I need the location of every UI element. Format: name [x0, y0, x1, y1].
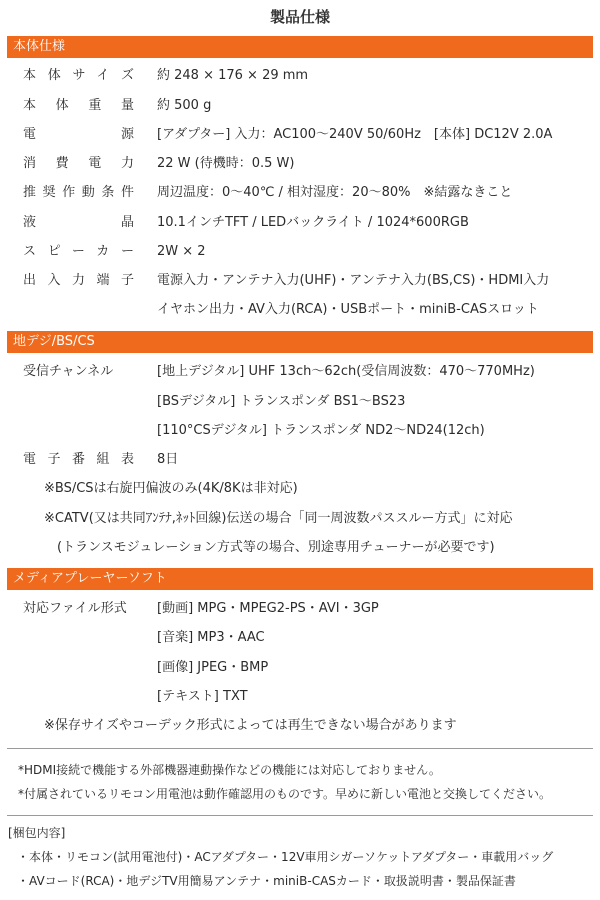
- spec-row-format-image: [0, 656, 600, 680]
- spec-value: [アダプター] 入力：AC100〜240V 50/60Hz [本体] DC12V 2.0A: [157, 127, 553, 142]
- spec-label: 出入力端子: [23, 273, 134, 288]
- spec-value: 周辺温度：0〜40℃ / 相対湿度：20〜80% ※結露なきこと: [157, 185, 513, 200]
- section-header-tv: 地デジ/BS/CS: [7, 331, 593, 353]
- spec-value: 22 W (待機時：0.5 W): [157, 156, 295, 171]
- spec-label: 推奨作動条件: [23, 185, 134, 200]
- spec-value: 約 248 × 176 × 29 mm: [157, 68, 309, 83]
- spec-label: 消費電力: [23, 156, 134, 171]
- spec-label: 対応ファイル形式: [23, 601, 127, 616]
- spec-row-consumption: [0, 152, 600, 176]
- spec-row-weight: [0, 94, 600, 118]
- spec-value: [動画] MPG・MPEG2-PS・AVI・3GP: [157, 601, 379, 616]
- divider: [7, 748, 593, 749]
- spec-value: 8日: [157, 452, 179, 467]
- spec-row-power: [0, 123, 600, 147]
- spec-value: [BSデジタル] トランスポンダ BS1〜BS23: [157, 394, 406, 409]
- spec-label: 本体サイズ: [23, 68, 134, 83]
- tv-note: (トランスモジュレーション方式等の場合、別途専用チューナーが必要です): [57, 540, 495, 555]
- spec-value: [画像] JPEG・BMP: [157, 660, 269, 675]
- spec-row-channels-cs: [0, 419, 600, 443]
- spec-value: [地上デジタル] UHF 13ch〜62ch(受信周波数：470〜770MHz): [157, 364, 535, 379]
- package-title: [梱包内容]: [8, 826, 66, 840]
- tv-note: ※CATV(又は共同ｱﾝﾃﾅ,ﾈｯﾄ回線)伝送の場合「同一周波数パススルー方式」に対応: [44, 511, 513, 526]
- spec-row-channels: [0, 360, 600, 384]
- footnote: *付属されているリモコン用電池は動作確認用のものです。早めに新しい電池と交換してください。: [18, 787, 552, 801]
- spec-label: 電源: [23, 127, 134, 142]
- spec-row-channels-bs: [0, 390, 600, 414]
- package-line: ・AVコード(RCA)・地デジTV用簡易アンテナ・miniB-CASカード・取扱説明書・製品保証書: [17, 874, 516, 888]
- spec-row-io: [0, 269, 600, 293]
- media-note: ※保存サイズやコーデック形式によっては再生できない場合があります: [44, 718, 457, 733]
- spec-value: 10.1インチTFT / LEDバックライト / 1024*600RGB: [157, 215, 469, 230]
- spec-row-io-cont: [0, 298, 600, 322]
- spec-row-formats: [0, 597, 600, 621]
- spec-value: 2W × 2: [157, 244, 206, 259]
- spec-label: 電子番組表: [23, 452, 134, 467]
- spec-row-conditions: [0, 181, 600, 205]
- spec-value: [音楽] MP3・AAC: [157, 630, 265, 645]
- spec-row-format-text: [0, 685, 600, 709]
- package-line: ・本体・リモコン(試用電池付)・ACアダプター・12V車用シガーソケットアダプター・車載用バッグ: [17, 850, 554, 864]
- spec-label: 受信チャンネル: [23, 364, 114, 379]
- spec-value: [テキスト] TXT: [157, 689, 248, 704]
- spec-label: 本体重量: [23, 98, 134, 113]
- spec-value: 約 500 g: [157, 98, 212, 113]
- spec-value: [110°CSデジタル] トランスポンダ ND2〜ND24(12ch): [157, 423, 485, 438]
- spec-row-format-music: [0, 626, 600, 650]
- divider: [7, 815, 593, 816]
- footnote: *HDMI接続で機能する外部機器連動操作などの機能には対応しておりません。: [18, 763, 441, 777]
- spec-label: スピーカー: [23, 244, 134, 259]
- spec-value: イヤホン出力・AV入力(RCA)・USBポート・miniB-CASスロット: [157, 302, 539, 317]
- section-header-media: メディアプレーヤーソフト: [7, 568, 593, 590]
- spec-value: 電源入力・アンテナ入力(UHF)・アンテナ入力(BS,CS)・HDMI入力: [157, 273, 550, 288]
- spec-row-size: [0, 64, 600, 88]
- section-header-body-spec: 本体仕様: [7, 36, 593, 58]
- spec-label: 液晶: [23, 215, 134, 230]
- spec-row-speaker: [0, 240, 600, 264]
- spec-row-epg: [0, 448, 600, 472]
- spec-row-lcd: [0, 211, 600, 235]
- tv-note: ※BS/CSは右旋円偏波のみ(4K/8Kは非対応): [44, 481, 298, 496]
- page-title: 製品仕様: [269, 8, 330, 26]
